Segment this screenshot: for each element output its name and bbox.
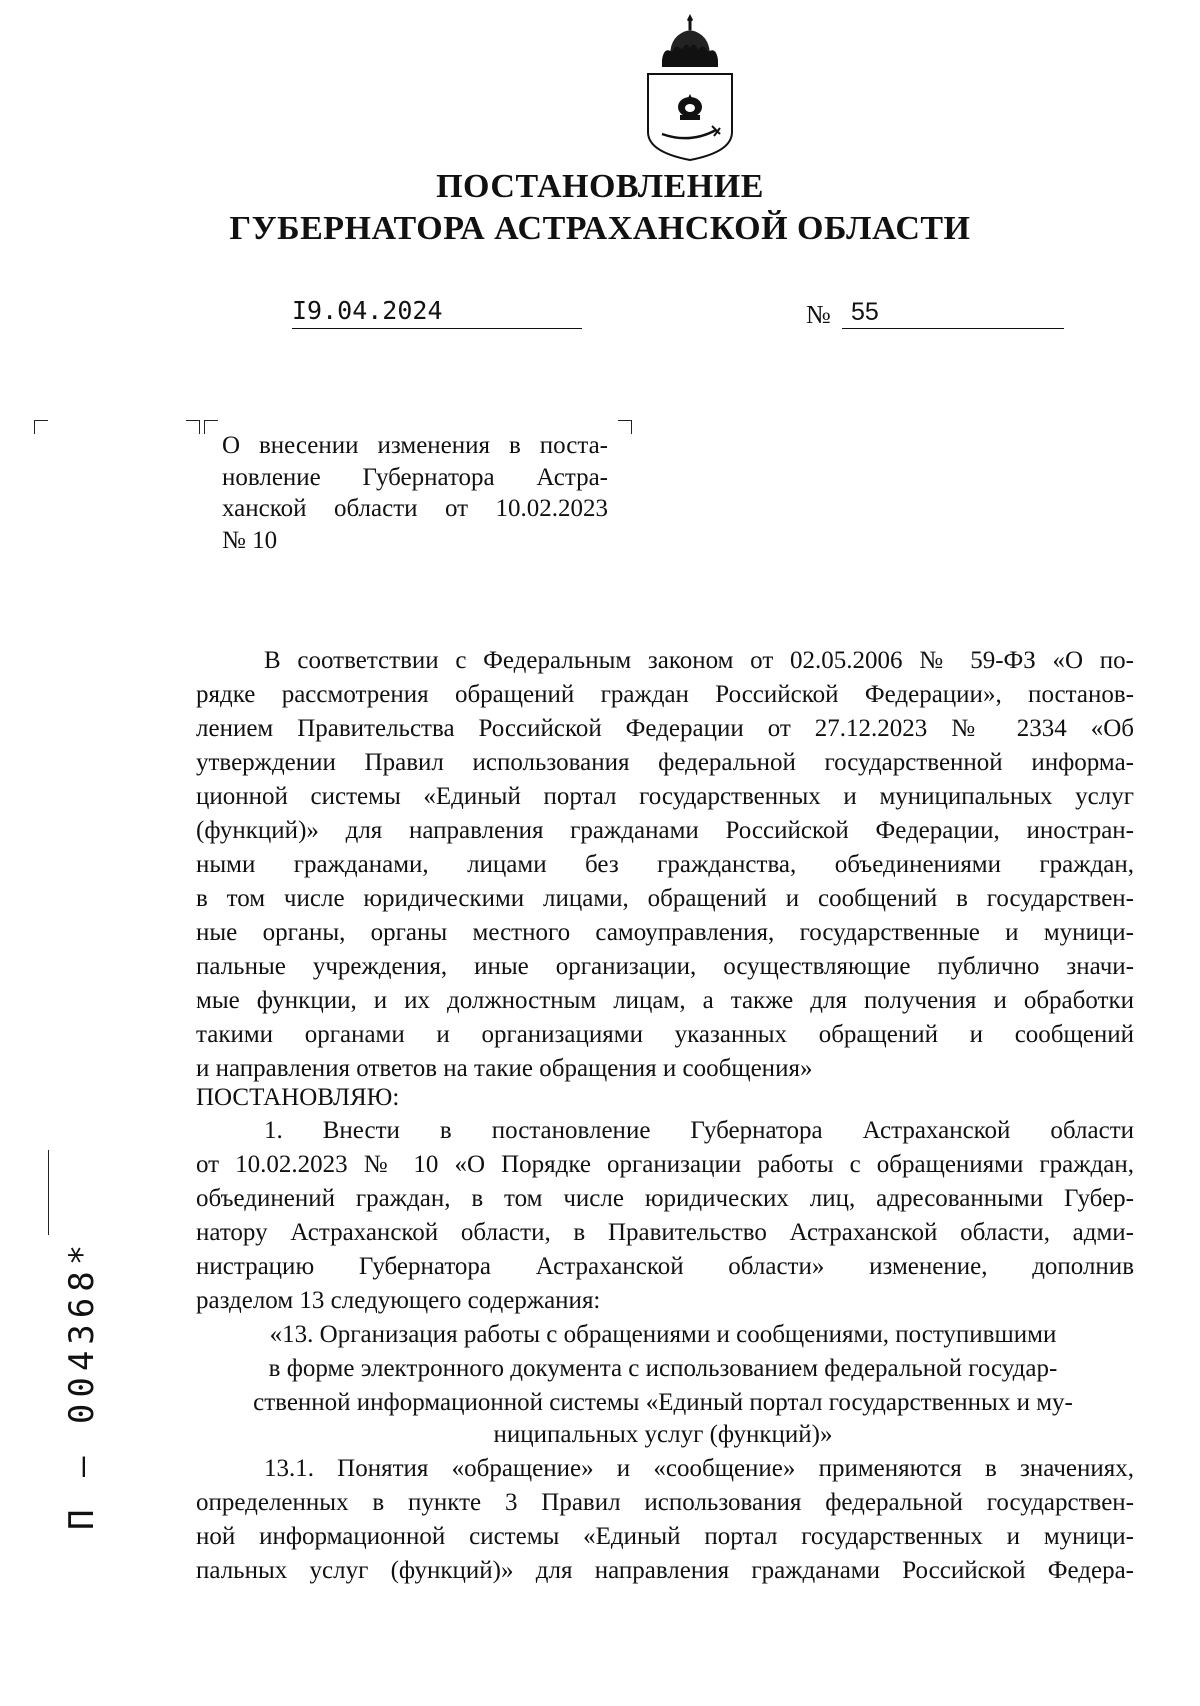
preamble-line: в том числе юридическими лицами, обращений и сообщений в государствен- [196, 885, 1134, 912]
document-type-title: ПОСТАНОВЛЕНИЕ [436, 168, 764, 205]
preamble-line: В соответствии с Федеральным законом от 02.05.2006 № 59-ФЗ «О по- [264, 647, 1134, 674]
clause-line: нистрацию Губернатора Астраханской области» изменение, дополнив [196, 1253, 1134, 1280]
preamble-line: рядке рассмотрения обращений граждан Российской Федерации», постанов- [196, 681, 1134, 708]
subject-line: новление Губернатора Астра- [222, 463, 608, 491]
subject-line: ханской области от 10.02.2023 [222, 495, 608, 522]
corner-mark-icon [204, 420, 218, 434]
paragraph-line: определенных в пункте 3 Правил использования федеральной государствен- [196, 1489, 1134, 1516]
document-number: 55 [851, 298, 879, 326]
preamble-line: утверждении Правил использования федеральной государственной информа- [196, 749, 1134, 776]
paragraph-line: ной информационной системы «Единый портал государственных и муници- [196, 1523, 1134, 1550]
corner-mark-icon [618, 420, 632, 434]
clause-line: от 10.02.2023 № 10 «О Порядке организации работы с обращениями граждан, [196, 1151, 1134, 1178]
preamble-line: (функций)» для направления гражданами Российской Федерации, иностран- [196, 817, 1134, 844]
registration-code: П – 004368* [62, 1238, 102, 1530]
clause-line: объединений граждан, в том числе юридических лиц, адресованными Губер- [196, 1185, 1134, 1212]
resolution-keyword: ПОСТАНОВЛЯЮ: [196, 1084, 400, 1111]
preamble-line: ными гражданами, лицами без гражданства, объединениями граждан, [196, 851, 1134, 878]
margin-line [48, 1150, 49, 1235]
number-label: № [806, 300, 831, 329]
document-date: I9.04.2024 [292, 296, 443, 325]
paragraph-line: пальных услуг (функций)» для направления гражданами Российской Федера- [196, 1557, 1134, 1584]
section-heading: ственной информационной системы «Единый портал государственных и му- [253, 1389, 1073, 1416]
subject-line: О внесении изменения в поста- [222, 432, 608, 459]
clause-line: 1. Внести в постановление Губернатора Астраханской области [264, 1117, 1134, 1144]
corner-mark-icon [34, 420, 48, 434]
clause-line: разделом 13 следующего содержания: [196, 1287, 601, 1314]
section-heading: в форме электронного документа с использованием федеральной государ- [268, 1355, 1058, 1382]
preamble-line: такими органами и организациями указанных обращений и сообщений [196, 1021, 1134, 1048]
issuer-title: ГУБЕРНАТОРА АСТРАХАНСКОЙ ОБЛАСТИ [229, 210, 971, 247]
preamble-line: ционной системы «Единый портал государственных и муниципальных услуг [196, 783, 1134, 810]
section-heading: ниципальных услуг (функций)» [493, 1421, 833, 1448]
preamble-line: мые функции, и их должностным лицам, а также для получения и обработки [196, 987, 1134, 1014]
preamble-line: и направления ответов на такие обращения и сообщения» [196, 1055, 813, 1082]
preamble-line: лением Правительства Российской Федерации от 27.12.2023 № 2334 «Об [196, 715, 1134, 742]
preamble-line: пальные учреждения, иные организации, осуществляющие публично значи- [196, 953, 1134, 980]
preamble-line: ные органы, органы местного самоуправления, государственные и муници- [196, 919, 1134, 946]
section-heading: «13. Организация работы с обращениями и сообщениями, поступившими [269, 1321, 1057, 1348]
coat-of-arms-icon [640, 12, 740, 162]
paragraph-line: 13.1. Понятия «обращение» и «сообщение» применяются в значениях, [264, 1455, 1134, 1482]
date-underline [292, 328, 582, 329]
clause-line: натору Астраханской области, в Правительство Астраханской области, адми- [196, 1219, 1134, 1246]
corner-mark-icon [186, 420, 200, 434]
subject-line: № 10 [222, 526, 278, 554]
number-underline [842, 328, 1064, 329]
subject-block [222, 430, 608, 556]
